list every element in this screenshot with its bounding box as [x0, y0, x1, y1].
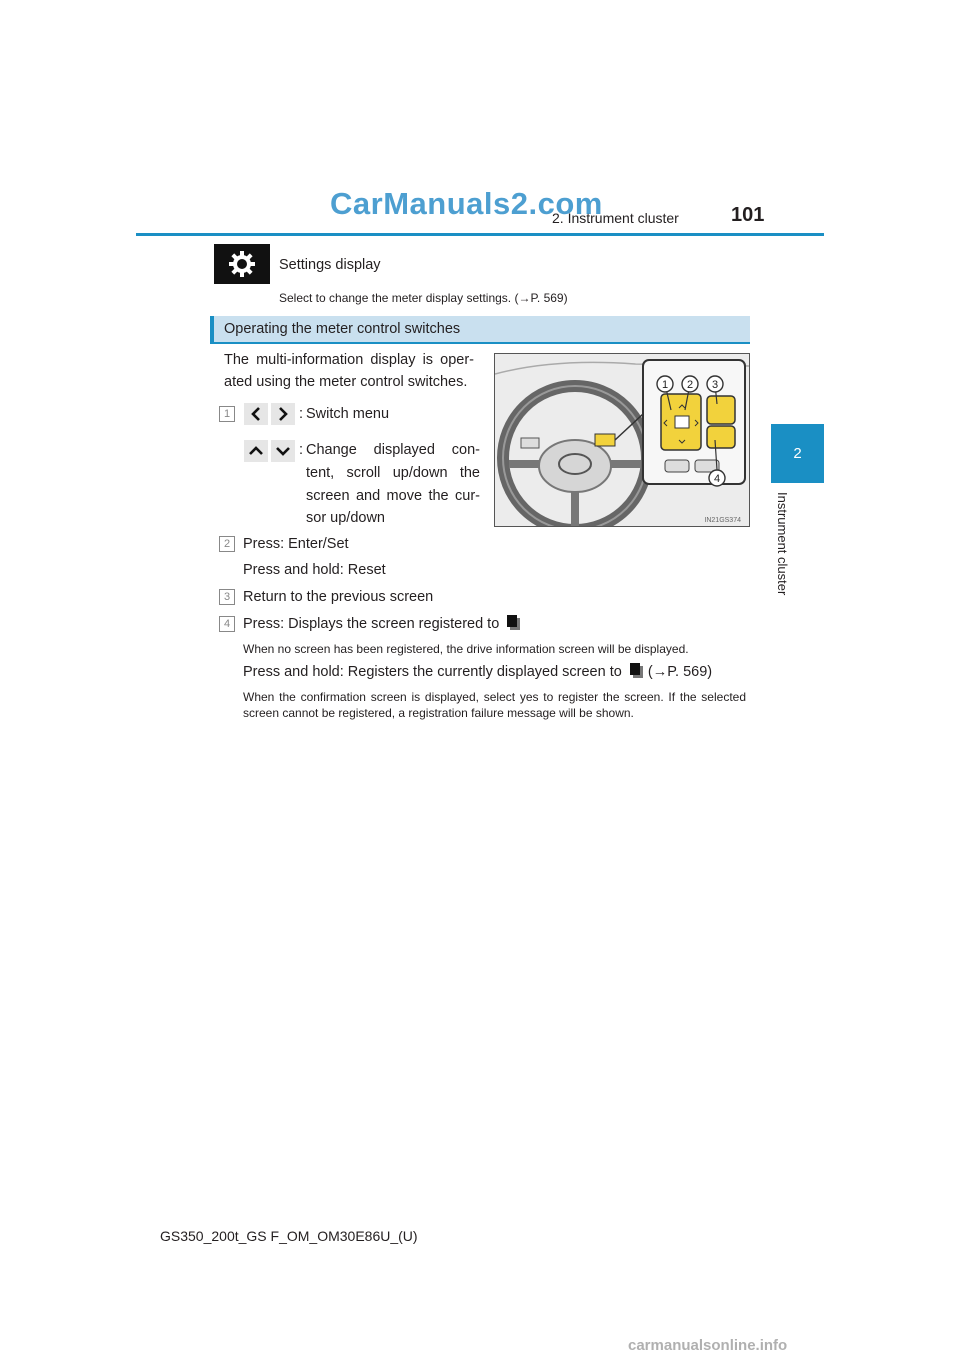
item-2-line-1: Press: Enter/Set: [243, 536, 349, 552]
figure-code: IN21GS374: [704, 517, 741, 524]
header-section-title: 2. Instrument cluster: [552, 210, 679, 226]
item-1-change-line-4: sor up/down: [306, 510, 385, 526]
header-rule: [136, 233, 824, 236]
item-4-line-2b: (→P. 569): [647, 664, 713, 680]
section-title: Operating the meter control switches: [224, 321, 461, 337]
chapter-tab: [771, 424, 824, 483]
settings-note: Select to change the meter display settings. (→P. 569): [279, 291, 568, 305]
right-arrow-icon: [271, 403, 295, 425]
section-header: [210, 316, 750, 344]
settings-gear-icon: [214, 244, 270, 284]
up-arrow-icon: [244, 440, 268, 462]
item-1-separator-a: :: [299, 406, 304, 422]
intro-text: The multi-information display is oper-ated using the meter control switches.: [224, 352, 474, 390]
steering-wheel-figure: [494, 353, 750, 527]
page-number: 101: [731, 204, 765, 226]
item-4-note-2: When the confirmation screen is displayed, select yes to register the screen. If the selected screen cannot be registered, a registration failure message will be shown.: [243, 690, 746, 720]
item-4-note-1: When no screen has been registered, the drive information screen will be displayed.: [243, 642, 689, 656]
figure-callout-2: 2: [686, 379, 694, 391]
item-4-line-2-wrap: [243, 661, 712, 683]
chapter-number: 2: [793, 445, 802, 462]
item-4-line-1: Press: Displays the screen registered to: [243, 616, 500, 632]
registered-screen-icon-2: [630, 663, 644, 679]
figure-callout-1: 1: [661, 379, 669, 391]
item-1-separator-b: :: [299, 442, 304, 458]
item-1-change-line-2: tent, scroll up/down the: [306, 465, 480, 481]
item-4-line-2a: Press and hold: Registers the currently displayed screen to: [243, 664, 622, 680]
item-1-change-line-3: screen and move the cur-: [306, 488, 480, 504]
figure-callout-4: 4: [713, 473, 721, 485]
item-4-line-1-wrap: [243, 613, 521, 635]
settings-label: Settings display: [279, 257, 381, 273]
item-number-2: 2: [219, 536, 235, 552]
down-arrow-icon: [271, 440, 295, 462]
watermark-bottom: carmanualsonline.info: [628, 1337, 788, 1354]
item-number-4: 4: [219, 616, 235, 632]
item-2-line-2: Press and hold: Reset: [243, 562, 386, 578]
chapter-label: Instrument cluster: [775, 492, 790, 596]
watermark-top: CarManuals2.com: [330, 186, 603, 221]
figure-callout-3: 3: [711, 379, 719, 391]
item-number-3: 3: [219, 589, 235, 605]
left-arrow-icon: [244, 403, 268, 425]
registered-screen-icon: [507, 615, 521, 631]
footer-document-code: GS350_200t_GS F_OM_OM30E86U_(U): [160, 1228, 418, 1244]
item-number-1: 1: [219, 406, 235, 422]
item-3-line-1: Return to the previous screen: [243, 589, 434, 605]
item-1-change-line-1: Change displayed con-: [306, 442, 480, 458]
item-1-switch-menu: Switch menu: [306, 406, 390, 422]
